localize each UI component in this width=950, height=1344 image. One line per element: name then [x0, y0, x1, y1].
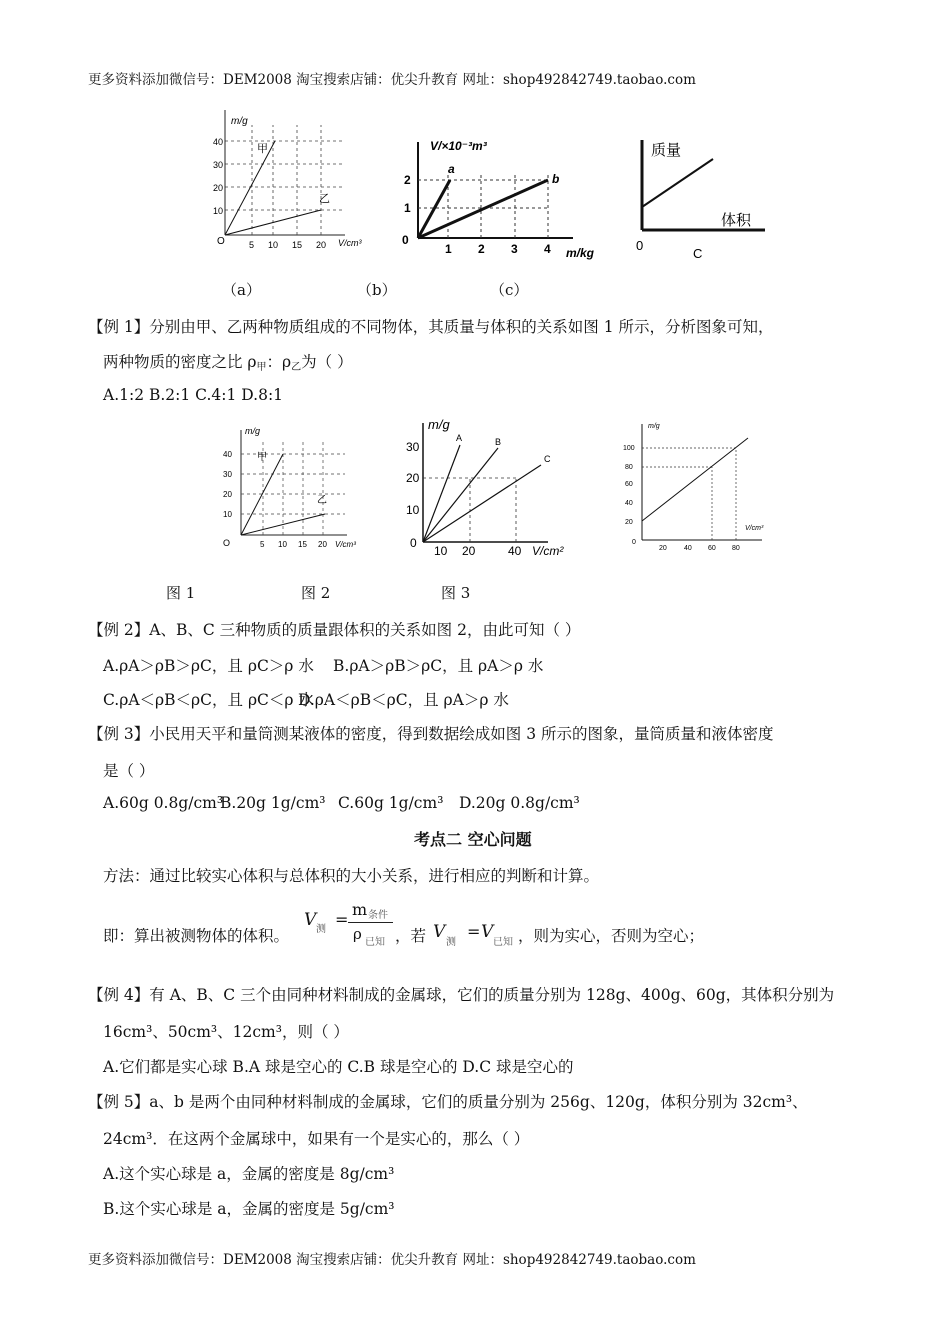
svg-text:100: 100: [623, 445, 635, 452]
ex2-option-d: D.ρA＜ρB＜ρC，且 ρA＞ρ 水: [298, 691, 509, 709]
svg-text:乙: 乙: [317, 495, 327, 506]
caption-fig3: 图 3: [441, 584, 471, 602]
ex2-question: 【例 2】A、B、C 三种物质的质量跟体积的关系如图 2，由此可知（ ）: [88, 621, 581, 639]
svg-text:40: 40: [625, 500, 633, 507]
caption-b: （b）: [357, 281, 397, 299]
caption-a: （a）: [222, 281, 261, 299]
page-header: 更多资料添加微信号：DEM2008 淘宝搜索店铺：优尖升教育 网址：shop492842749.taobao.com: [88, 72, 696, 88]
ex4-options: A.它们都是实心球 B.A 球是空心的 C.B 球是空心的 D.C 球是空心的: [103, 1058, 574, 1076]
fig-b-ylabel: V/×10⁻³m³: [430, 139, 487, 153]
ex5-option-a: A.这个实心球是 a，金属的密度是 8g/cm³: [103, 1165, 395, 1183]
figure-1: [215, 420, 365, 555]
method-text: 方法：通过比较实心体积与总体积的大小关系，进行相应的判断和计算。: [103, 867, 600, 885]
svg-text:m/kg: m/kg: [566, 246, 595, 260]
svg-text:20: 20: [316, 240, 327, 250]
svg-text:V/cm³: V/cm³: [335, 540, 356, 549]
svg-text:0: 0: [632, 539, 636, 546]
svg-text:40: 40: [508, 544, 522, 558]
svg-text:V/cm²: V/cm²: [532, 544, 564, 558]
figure-2: [398, 415, 583, 560]
ex3-question-cont: 是（ ）: [103, 762, 155, 780]
figure-3: [620, 418, 770, 558]
series-label-jia: 甲: [257, 143, 268, 155]
svg-text:30: 30: [213, 160, 224, 170]
svg-text:30: 30: [406, 440, 420, 454]
point-b-label: b: [552, 172, 560, 186]
ex5-question-cont: 24cm³．在这两个金属球中，如果有一个是实心的，那么（ ）: [103, 1130, 530, 1148]
svg-text:5: 5: [249, 240, 255, 250]
svg-text:5: 5: [260, 540, 265, 549]
svg-text:15: 15: [298, 540, 307, 549]
svg-text:C: C: [544, 454, 551, 464]
svg-text:V/cm³: V/cm³: [338, 238, 362, 248]
svg-text:1: 1: [445, 242, 452, 256]
caption-fig2: 图 2: [301, 584, 331, 602]
caption-c: （c）: [490, 281, 529, 299]
svg-text:C: C: [693, 246, 703, 261]
svg-text:B: B: [495, 437, 502, 447]
ex3-option-a: A.60g 0.8g/cm³: [103, 794, 224, 812]
fig-a-origin: O: [217, 236, 225, 247]
ex2-option-a: A.ρA＞ρB＞ρC，且 ρC＞ρ 水: [103, 657, 314, 675]
ex3-option-b: B.20g 1g/cm³: [220, 794, 326, 812]
svg-text:0: 0: [402, 233, 409, 247]
svg-text:m/g: m/g: [648, 423, 660, 430]
ex4-question: 【例 4】有 A、B、C 三个由同种材料制成的金属球，它们的质量分别为 128g、400g、60g，其体积分别为: [88, 986, 835, 1004]
svg-text:20: 20: [223, 490, 232, 499]
svg-text:40: 40: [223, 450, 232, 459]
svg-text:甲: 甲: [257, 452, 267, 463]
ex5-option-b: B.这个实心球是 a，金属的密度是 5g/cm³: [103, 1200, 395, 1218]
svg-text:20: 20: [462, 544, 476, 558]
svg-text:4: 4: [544, 242, 551, 256]
ex4-question-cont: 16cm³、50cm³、12cm³，则（ ）: [103, 1023, 349, 1041]
svg-text:A: A: [456, 433, 463, 443]
svg-text:60: 60: [708, 545, 716, 552]
svg-text:80: 80: [732, 545, 740, 552]
svg-text:30: 30: [223, 470, 232, 479]
svg-text:20: 20: [659, 545, 667, 552]
svg-text:60: 60: [625, 481, 633, 488]
ex1-options: A.1:2 B.2:1 C.4:1 D.8:1: [103, 386, 284, 404]
ex5-question: 【例 5】a、b 是两个由同种材料制成的金属球，它们的质量分别为 256g、120g，体积分别为 32cm³、: [88, 1093, 808, 1111]
svg-text:0: 0: [410, 536, 417, 550]
svg-text:2: 2: [478, 242, 485, 256]
svg-text:10: 10: [213, 206, 224, 216]
ex2-option-b: B.ρA＞ρB＞ρC，且 ρA＞ρ 水: [333, 657, 544, 675]
svg-text:m/g: m/g: [428, 417, 450, 432]
caption-fig1: 图 1: [166, 584, 196, 602]
svg-text:20: 20: [625, 519, 633, 526]
ex3-question: 【例 3】小民用天平和量筒测某液体的密度，得到数据绘成如图 3 所示的图象，量筒质量和液体密度: [88, 725, 774, 743]
svg-text:15: 15: [292, 240, 303, 250]
ex1-question-cont: 两种物质的密度之比 ρ甲：ρ乙为（ ）: [103, 353, 353, 373]
formula-line: 即：算出被测物体的体积。 V 测 = m 条件 ρ 已知 ，若 V 测 = V 已知 ，则为实心，否则为空心；: [103, 900, 705, 948]
point-a-label: a: [448, 162, 455, 176]
svg-text:40: 40: [684, 545, 692, 552]
section-title: 考点二 空心问题: [414, 830, 532, 849]
figure-b: [398, 130, 608, 265]
svg-text:10: 10: [268, 240, 279, 250]
fig-c-ylabel: 质量: [651, 142, 682, 159]
svg-text:2: 2: [404, 173, 411, 187]
svg-text:10: 10: [406, 503, 420, 517]
figure-c: [625, 135, 770, 265]
svg-text:20: 20: [318, 540, 327, 549]
svg-text:0: 0: [636, 238, 644, 253]
fig-c-xlabel: 体积: [721, 212, 752, 229]
ex3-option-d: D.20g 0.8g/cm³: [459, 794, 580, 812]
svg-text:1: 1: [404, 201, 411, 215]
ex3-option-c: C.60g 1g/cm³: [338, 794, 444, 812]
svg-text:20: 20: [406, 471, 420, 485]
svg-text:10: 10: [434, 544, 448, 558]
svg-text:80: 80: [625, 464, 633, 471]
svg-text:m/g: m/g: [245, 426, 261, 436]
svg-text:10: 10: [278, 540, 287, 549]
series-label-yi: 乙: [319, 193, 330, 205]
svg-text:40: 40: [213, 137, 224, 147]
svg-text:V/cm³: V/cm³: [745, 525, 764, 532]
svg-text:20: 20: [213, 183, 224, 193]
figure-a: [195, 110, 385, 260]
ex1-question: 【例 1】分别由甲、乙两种物质组成的不同物体，其质量与体积的关系如图 1 所示，分析图象可知，: [88, 318, 774, 336]
svg-text:3: 3: [511, 242, 518, 256]
svg-text:O: O: [223, 538, 231, 548]
page-footer: 更多资料添加微信号：DEM2008 淘宝搜索店铺：优尖升教育 网址：shop492842749.taobao.com: [88, 1252, 696, 1268]
svg-text:10: 10: [223, 510, 232, 519]
fig-a-ylabel: m/g: [231, 116, 248, 127]
ex2-option-c: C.ρA＜ρB＜ρC，且 ρC＜ρ 水: [103, 691, 314, 709]
